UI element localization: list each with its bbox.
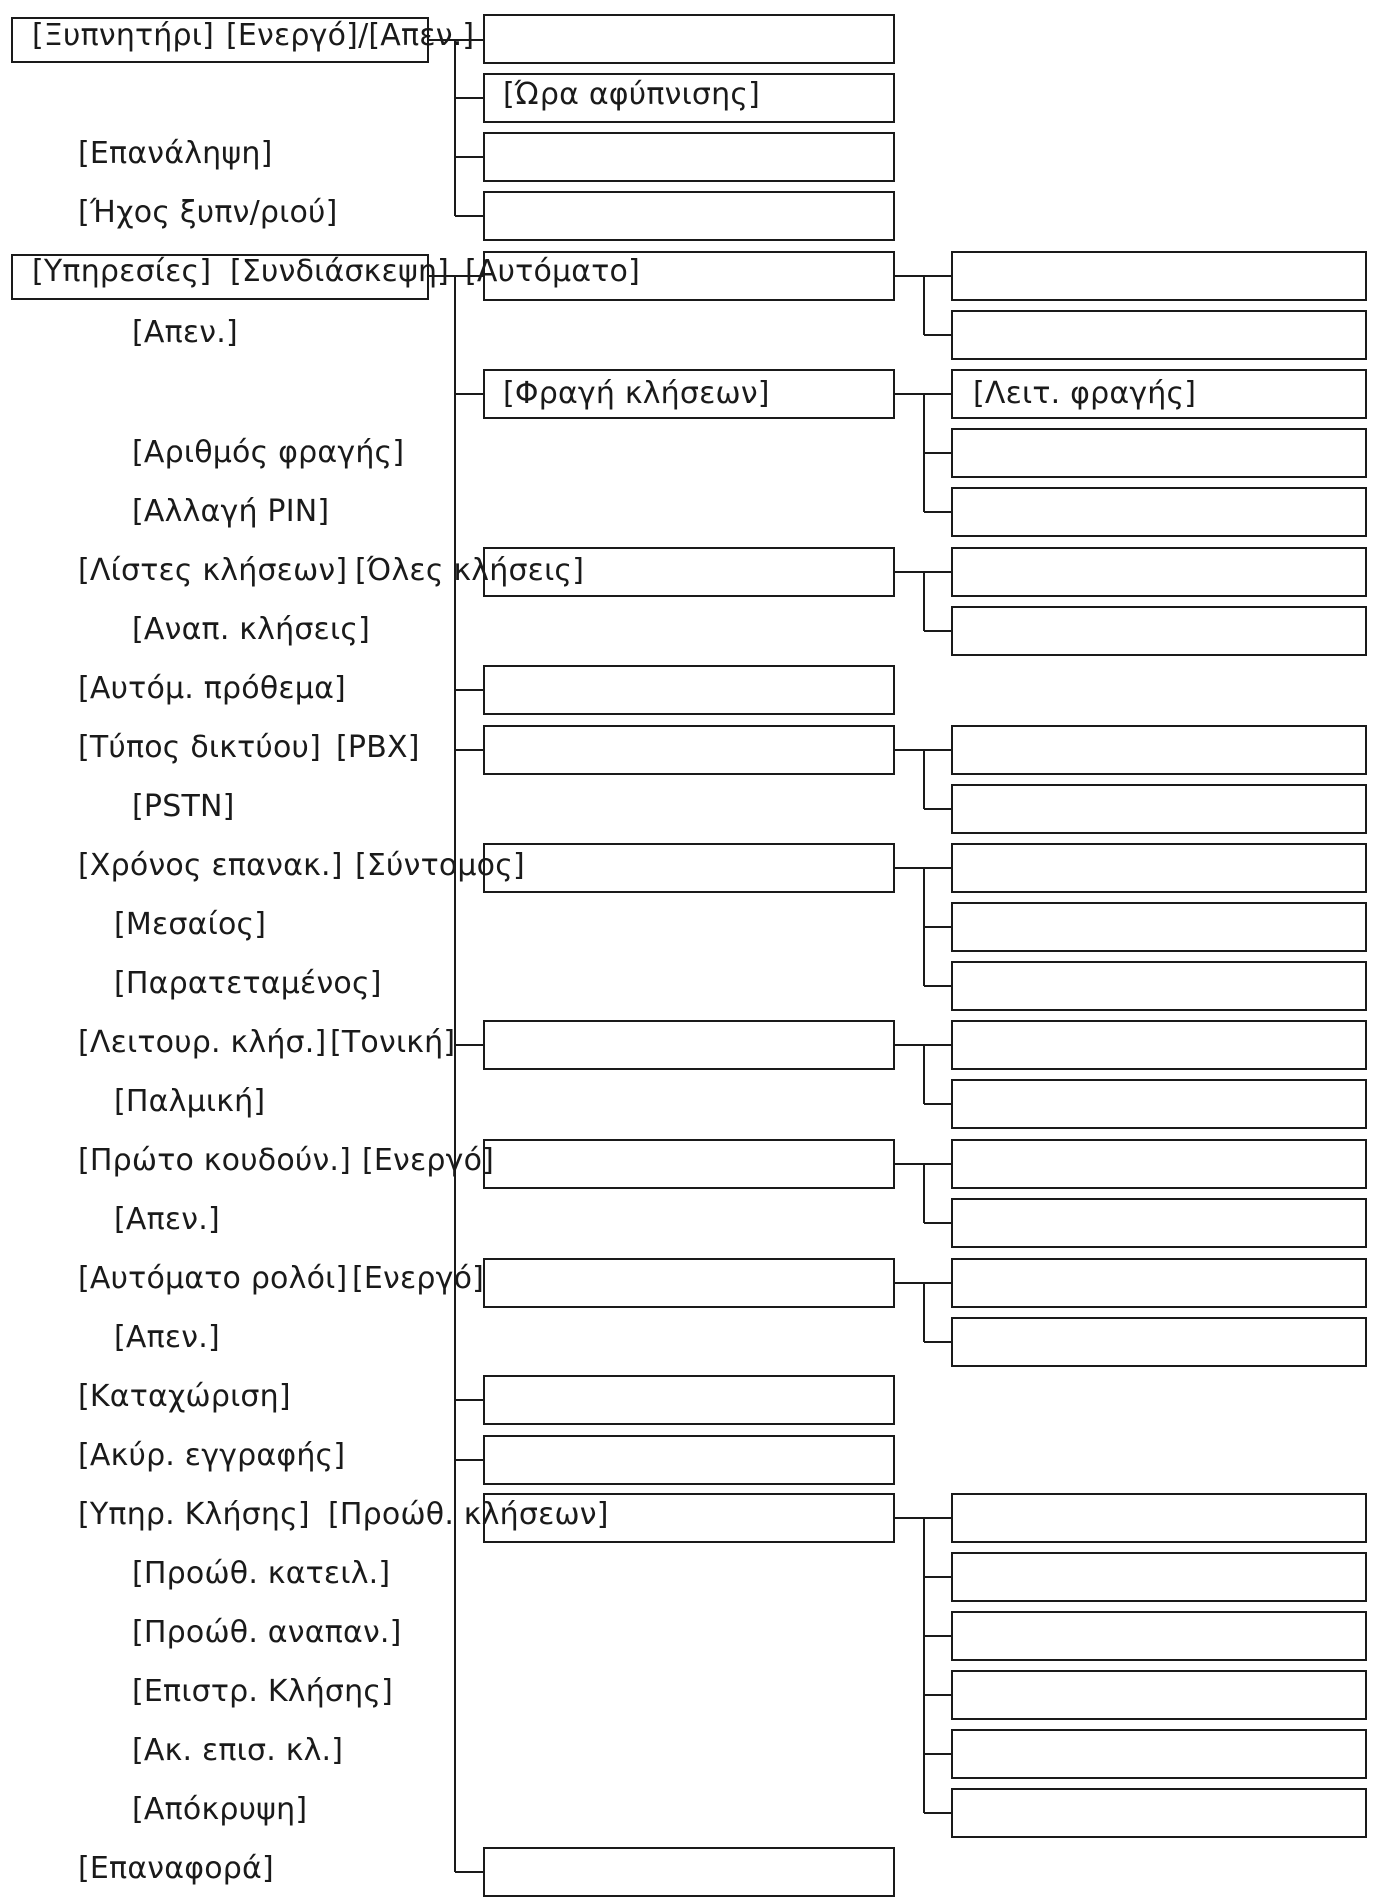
call-barring-label: [Φραγή κλήσεων] bbox=[503, 376, 770, 411]
call-service-label: [Υπηρ. Κλήσης] bbox=[78, 1497, 310, 1532]
services-label: [Υπηρεσίες] bbox=[32, 254, 212, 289]
alarm-onoff-label: [Ενεργό]/[Απεν.] bbox=[226, 18, 475, 53]
pulse-label: [Παλμική] bbox=[114, 1084, 266, 1119]
alarm-repeat-box bbox=[484, 133, 894, 181]
barring-number-label: [Αριθμός φραγής] bbox=[132, 435, 405, 470]
call-lists-label: [Λίστες κλήσεων] bbox=[78, 553, 348, 588]
alarm-time-label: [Ώρα αφύπνισης] bbox=[503, 77, 761, 112]
recall-long-label: [Παρατεταμένος] bbox=[114, 966, 382, 1001]
dial-mode-label: [Λειτουρ. κλήσ.] bbox=[78, 1025, 327, 1060]
first-ring-on-label: [Ενεργό] bbox=[362, 1143, 495, 1178]
auto-prefix-label: [Αυτόμ. πρόθεμα] bbox=[78, 671, 346, 706]
register-label: [Καταχώριση] bbox=[78, 1379, 291, 1414]
barring-mode-label: [Λειτ. φραγής] bbox=[973, 376, 1197, 411]
reset-label: [Επαναφορά] bbox=[78, 1851, 274, 1886]
alarm-tone-label: [Ήχος ξυπν/ριού] bbox=[78, 195, 338, 230]
auto-clock-on-label: [Ενεργό] bbox=[352, 1261, 485, 1296]
recall-short-label: [Σύντομος] bbox=[355, 848, 525, 883]
forward-no-answer-label: [Προώθ. αναπαν.] bbox=[132, 1615, 402, 1650]
forward-busy-label: [Προώθ. κατειλ.] bbox=[132, 1556, 391, 1591]
auto-clock-label: [Αυτόματο ρολόι] bbox=[78, 1261, 348, 1296]
services-mid-boxes bbox=[455, 252, 894, 1896]
conference-auto-label: [Αυτόματο] bbox=[465, 254, 640, 289]
services-right-boxes bbox=[894, 252, 1366, 1837]
call-return-label: [Επιστρ. Κλήσης] bbox=[132, 1674, 394, 1709]
recall-time-label: [Χρόνος επανακ.] bbox=[78, 848, 343, 883]
alarm-label: [Ξυπνητήρι] bbox=[32, 18, 215, 53]
conference-off-label: [Απεν.] bbox=[132, 315, 238, 350]
alarm-onoff-box bbox=[484, 15, 894, 63]
call-forward-label: [Προώθ. κλήσεων] bbox=[328, 1497, 609, 1532]
repeat-label: [Επανάληψη] bbox=[78, 136, 273, 171]
recall-medium-label: [Μεσαίος] bbox=[114, 907, 267, 942]
first-ring-label: [Πρώτο κουδούν.] bbox=[78, 1143, 352, 1178]
tone-label: [Τονική] bbox=[330, 1025, 456, 1060]
unregister-label: [Ακύρ. εγγραφής] bbox=[78, 1438, 346, 1473]
conference-label: [Συνδιάσκεψη] bbox=[230, 254, 450, 289]
pbx-label: [PBX] bbox=[336, 730, 420, 765]
alarm-tone-box bbox=[484, 192, 894, 240]
all-calls-label: [Όλες κλήσεις] bbox=[355, 553, 585, 588]
first-ring-off-label: [Απεν.] bbox=[114, 1202, 220, 1237]
pstn-label: [PSTN] bbox=[132, 789, 235, 824]
hide-id-label: [Απόκρυψη] bbox=[132, 1792, 308, 1827]
change-pin-label: [Αλλαγή PIN] bbox=[132, 494, 330, 529]
auto-clock-off-label: [Απεν.] bbox=[114, 1320, 220, 1355]
network-type-label: [Τύπος δικτύου] bbox=[78, 730, 321, 765]
missed-calls-label: [Αναπ. κλήσεις] bbox=[132, 612, 371, 647]
cancel-callback-label: [Ακ. επισ. κλ.] bbox=[132, 1733, 344, 1768]
